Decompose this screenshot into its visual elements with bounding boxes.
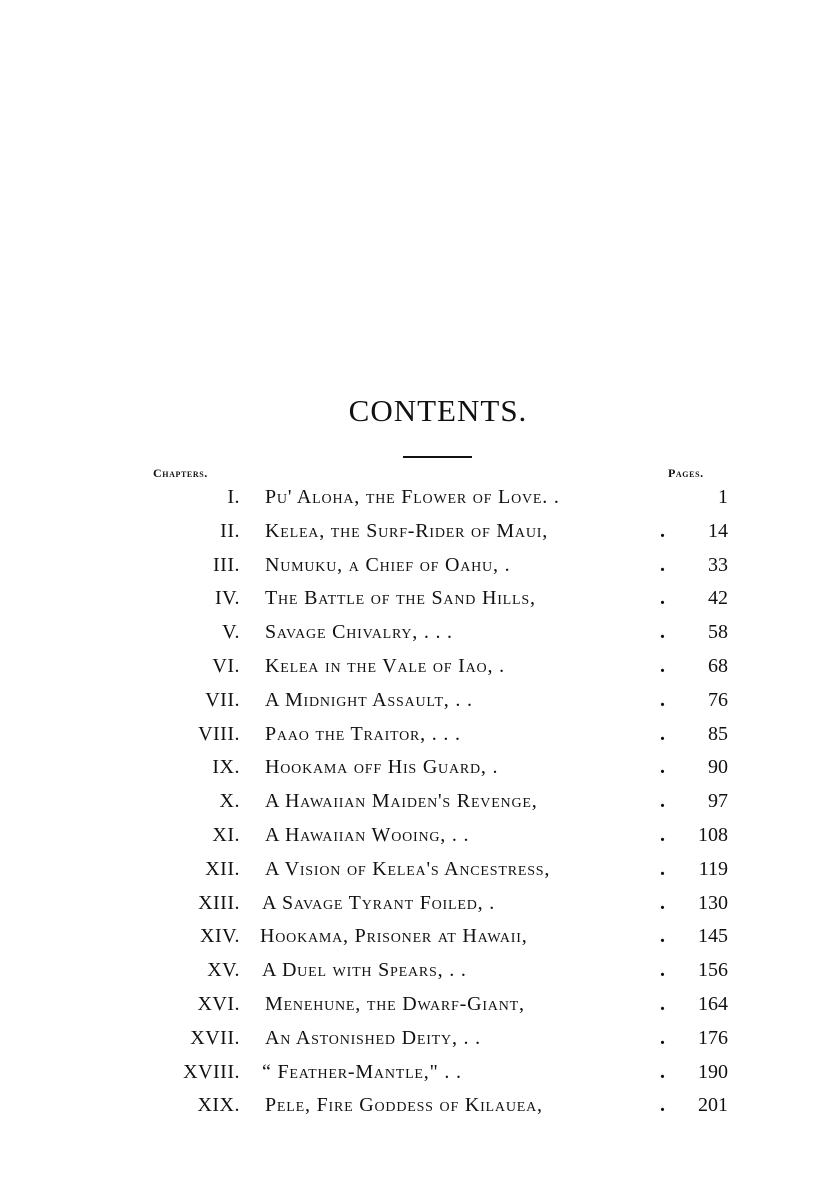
chapter-number: VI. bbox=[212, 655, 240, 677]
chapter-number: XIX. bbox=[197, 1094, 240, 1117]
leader-dot: . bbox=[660, 655, 665, 677]
leader-dot: . bbox=[660, 824, 665, 846]
chapter-number: III. bbox=[213, 553, 240, 576]
chapter-number: VII. bbox=[205, 688, 240, 711]
chapter-title: Hookama, Prisoner at Hawaii, bbox=[260, 925, 528, 948]
page-number: 130 bbox=[698, 891, 728, 914]
toc-entry bbox=[0, 989, 840, 1023]
leader-dot: . bbox=[660, 857, 665, 880]
page-number: 58 bbox=[708, 621, 728, 644]
toc-entry bbox=[0, 583, 840, 617]
chapter-title: Kelea, the Surf-Rider of Maui, bbox=[265, 519, 549, 542]
toc-entry bbox=[0, 752, 840, 786]
leader-dot: . bbox=[660, 688, 665, 711]
toc-entry bbox=[0, 786, 840, 820]
toc-entry bbox=[0, 854, 840, 888]
toc-entry bbox=[0, 1023, 840, 1057]
leader-dot: . bbox=[660, 587, 665, 610]
chapter-title: Menehune, the Dwarf-Giant, bbox=[265, 993, 525, 1015]
leader-dot: . bbox=[660, 925, 665, 948]
toc-entry bbox=[0, 1057, 840, 1091]
page-number: 176 bbox=[698, 1026, 728, 1049]
chapter-title: A Duel with Spears, . . bbox=[262, 959, 467, 982]
page-number: 85 bbox=[708, 722, 728, 745]
chapter-number: I. bbox=[227, 486, 240, 508]
chapter-number: XIV. bbox=[200, 925, 240, 948]
chapter-number: X. bbox=[219, 790, 240, 813]
toc-entry bbox=[0, 482, 840, 516]
chapter-title: A Hawaiian Wooing, . . bbox=[265, 824, 470, 846]
leader-dot: . bbox=[660, 790, 665, 813]
toc-entry bbox=[0, 921, 840, 955]
toc-entry bbox=[0, 685, 840, 719]
chapter-number: XVII. bbox=[190, 1026, 240, 1049]
chapter-title: A Vision of Kelea's Ancestress, bbox=[265, 857, 551, 880]
chapter-title: Pu' Aloha, the Flower of Love. . bbox=[265, 486, 560, 508]
chapter-title: A Midnight Assault, . . bbox=[265, 688, 473, 711]
chapter-title: Savage Chivalry, . . . bbox=[265, 621, 453, 644]
chapter-number: XV. bbox=[207, 959, 240, 982]
toc-entry bbox=[0, 550, 840, 584]
page-number: 108 bbox=[698, 824, 728, 846]
toc-entry bbox=[0, 719, 840, 753]
leader-dot: . bbox=[660, 553, 665, 576]
page-number: 42 bbox=[708, 587, 728, 610]
page-number: 201 bbox=[698, 1094, 728, 1117]
chapter-title: A Hawaiian Maiden's Revenge, bbox=[265, 790, 538, 813]
leader-dot: . bbox=[660, 756, 665, 779]
chapter-number: XII. bbox=[205, 857, 240, 880]
page-number: 14 bbox=[708, 519, 728, 542]
toc-entry bbox=[0, 955, 840, 989]
leader-dot: . bbox=[660, 722, 665, 745]
leader-dot: . bbox=[660, 519, 665, 542]
chapter-title: “ Feather-Mantle," . . bbox=[262, 1060, 462, 1083]
leader-dot: . bbox=[660, 891, 665, 914]
page-number: 33 bbox=[708, 553, 728, 576]
leader-dot: . bbox=[660, 1026, 665, 1049]
toc-entry bbox=[0, 651, 840, 685]
chapter-title: Numuku, a Chief of Oahu, . bbox=[265, 553, 511, 576]
page-number: 90 bbox=[708, 756, 728, 779]
page-number: 145 bbox=[698, 925, 728, 948]
toc-entry bbox=[0, 617, 840, 651]
page-number: 97 bbox=[708, 790, 728, 813]
chapter-title: The Battle of the Sand Hills, bbox=[265, 587, 536, 610]
title-rule bbox=[403, 456, 472, 458]
chapter-number: IX. bbox=[212, 756, 240, 779]
chapter-number: VIII. bbox=[198, 722, 240, 745]
leader-dot: . bbox=[660, 993, 665, 1015]
chapter-title: Hookama off His Guard, . bbox=[265, 756, 499, 779]
chapter-title: Pele, Fire Goddess of Kilauea, bbox=[265, 1094, 543, 1117]
chapter-title: Kelea in the Vale of Iao, . bbox=[265, 655, 505, 677]
chapter-number: XIII. bbox=[198, 891, 240, 914]
page-number: 1 bbox=[718, 486, 728, 508]
chapter-number: XVIII. bbox=[183, 1060, 240, 1083]
page-number: 68 bbox=[708, 655, 728, 677]
chapter-number: V. bbox=[222, 621, 240, 644]
chapter-number: II. bbox=[220, 519, 240, 542]
toc-entry bbox=[0, 1090, 840, 1124]
chapter-title: Paao the Traitor, . . . bbox=[265, 722, 461, 745]
page-number: 164 bbox=[698, 993, 728, 1015]
leader-dot: . bbox=[660, 1094, 665, 1117]
leader-dot: . bbox=[660, 1060, 665, 1083]
page-title: CONTENTS. bbox=[348, 393, 528, 428]
chapter-number: IV. bbox=[214, 587, 240, 610]
toc-entry bbox=[0, 888, 840, 922]
page-number: 76 bbox=[708, 688, 728, 711]
chapter-title: A Savage Tyrant Foiled, . bbox=[262, 891, 496, 914]
chapter-title: An Astonished Deity, . . bbox=[265, 1026, 481, 1049]
chapter-number: XI. bbox=[212, 824, 240, 846]
toc-entry bbox=[0, 820, 840, 854]
chapters-header: Chapters. bbox=[153, 466, 208, 480]
leader-dot: . bbox=[660, 621, 665, 644]
chapter-number: XVI. bbox=[197, 993, 240, 1015]
toc-entry bbox=[0, 516, 840, 550]
page-number: 119 bbox=[698, 857, 728, 880]
leader-dot: . bbox=[660, 959, 665, 982]
page-number: 156 bbox=[698, 959, 728, 982]
page-number: 190 bbox=[698, 1060, 728, 1083]
pages-header: Pages. bbox=[668, 466, 704, 480]
